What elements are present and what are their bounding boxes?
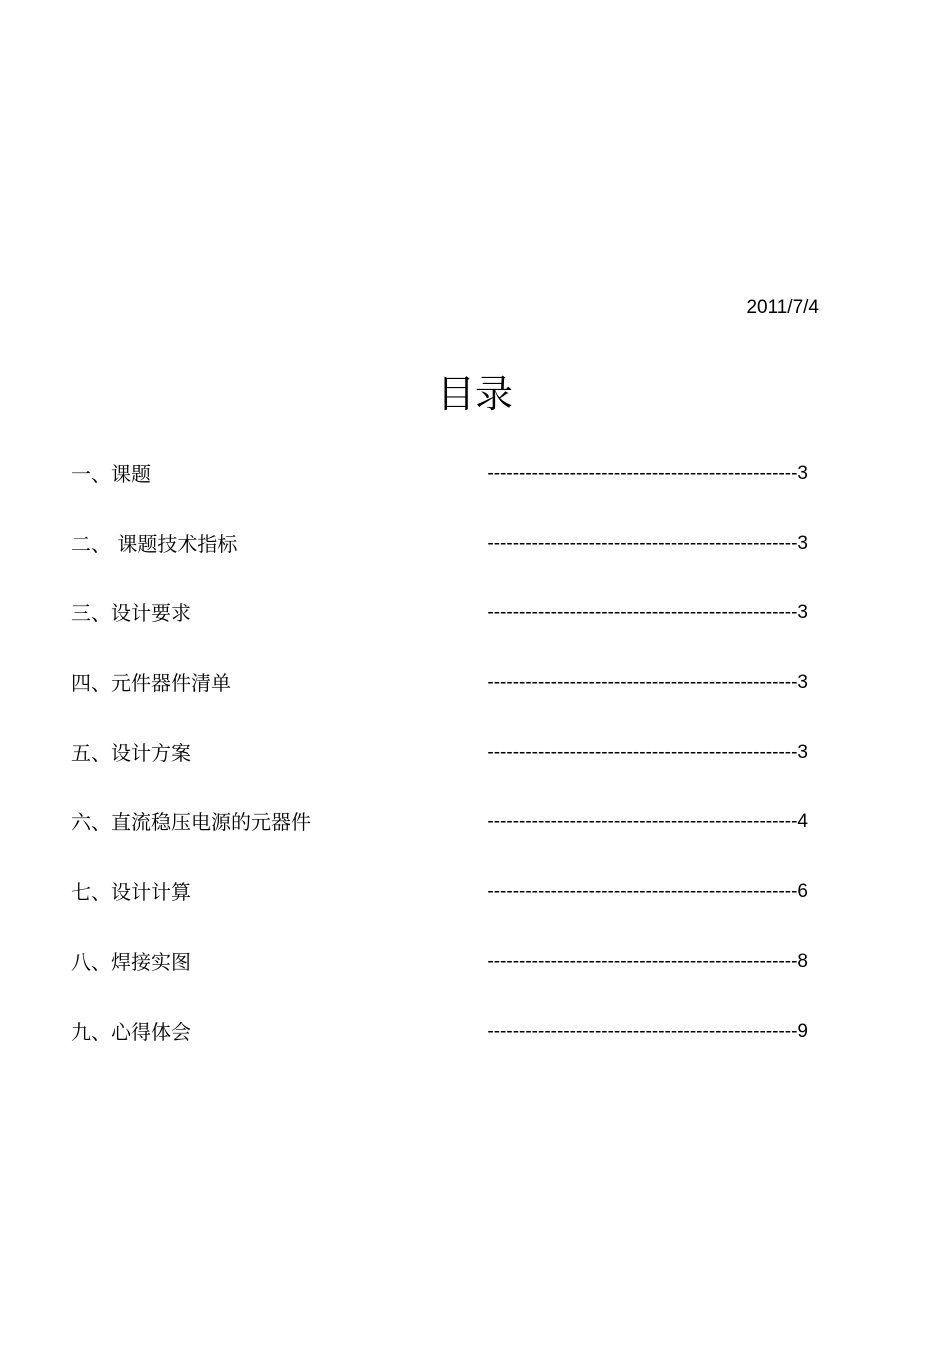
toc-entry[interactable]: [0, 874, 950, 910]
toc-entry-label: 八、焊接实图: [71, 950, 191, 974]
toc-entry[interactable]: [0, 456, 950, 492]
toc-entry-leader-page: -------------------------------------------------8: [487, 951, 808, 972]
toc-entry-label: 二、 课题技术指标: [71, 532, 238, 556]
document-date: 2011/7/4: [746, 297, 819, 318]
page-title: 目录: [436, 372, 513, 416]
toc-entry[interactable]: [0, 526, 950, 562]
toc-entry[interactable]: [0, 944, 950, 980]
toc-entry-leader-page: -------------------------------------------------9: [487, 1021, 808, 1042]
toc-entry-leader-page: -------------------------------------------------3: [487, 672, 808, 693]
toc-entry[interactable]: [0, 1014, 950, 1050]
toc-entry-label: 五、设计方案: [71, 741, 191, 765]
toc-entry[interactable]: [0, 735, 950, 771]
toc-entry-leader-page: -------------------------------------------------3: [487, 463, 808, 484]
toc-entry[interactable]: [0, 595, 950, 631]
toc-entry[interactable]: [0, 665, 950, 701]
toc-entry[interactable]: [0, 804, 950, 840]
toc-entry-label: 四、元件器件清单: [71, 671, 231, 695]
toc-entry-leader-page: -------------------------------------------------6: [487, 881, 808, 902]
toc-entry-leader-page: -------------------------------------------------3: [487, 533, 808, 554]
toc-entry-label: 一、课题: [71, 462, 151, 486]
toc-entry-leader-page: -------------------------------------------------3: [487, 602, 808, 623]
toc-entry-label: 三、设计要求: [71, 601, 191, 625]
toc-entry-label: 九、心得体会: [71, 1020, 191, 1044]
toc-entry-label: 七、设计计算: [71, 880, 191, 904]
toc-entry-leader-page: -------------------------------------------------4: [487, 811, 808, 832]
toc-entry-leader-page: -------------------------------------------------3: [487, 742, 808, 763]
toc-entry-label: 六、直流稳压电源的元器件: [71, 810, 311, 834]
